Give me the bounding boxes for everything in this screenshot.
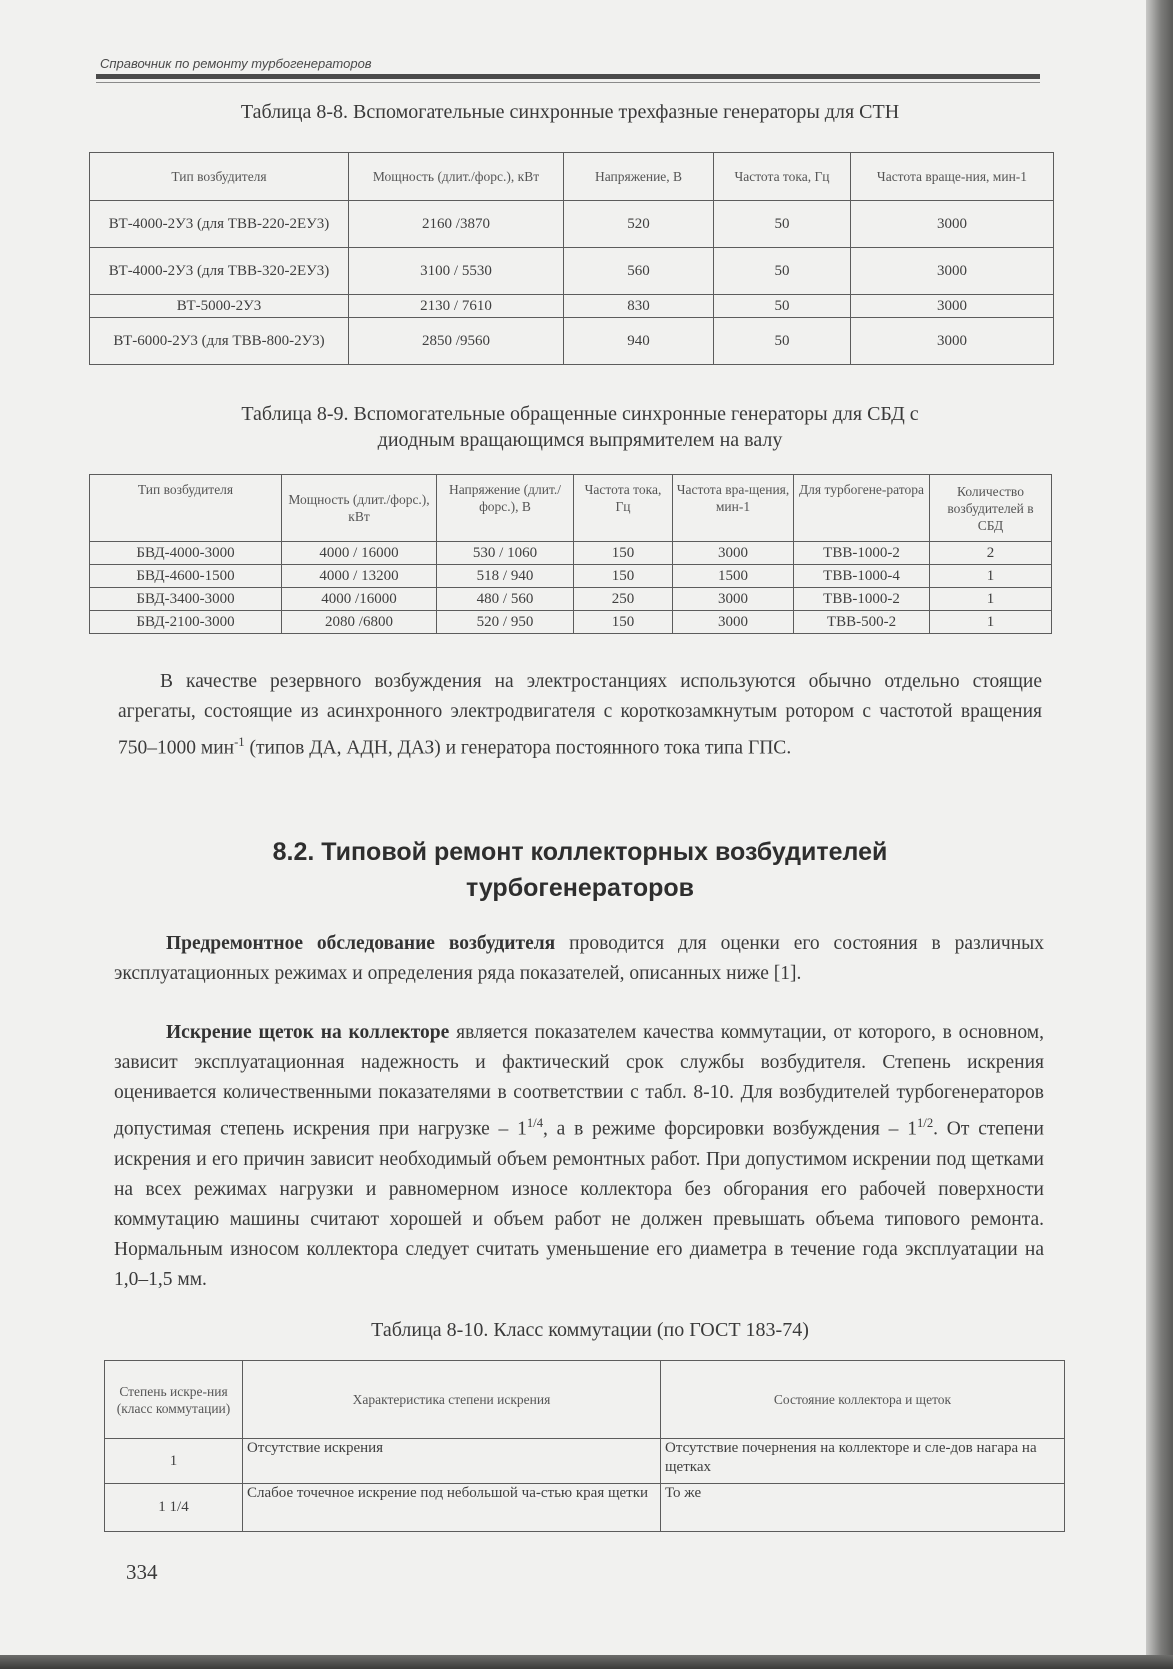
table-row bbox=[90, 611, 1052, 634]
table-cell: 530 / 1060 bbox=[437, 542, 574, 565]
table-cell: 50 bbox=[714, 248, 851, 295]
paragraph-text: . От степени искрения и его причин зависит необходимый объем ремонтных работ. При допустимом искрении под щетками на всех режимах нагрузки и равномерном износе коллектора без обгорания его рабочей поверхности коммутацию машины считают хорошей и объем работ не должен превышать объема типового ремонта. Нормальным износом коллектора следует считать уменьшение его диаметра в течение года эксплуатации на 1,0–1,5 мм. bbox=[114, 1118, 1044, 1290]
table-row bbox=[90, 588, 1052, 611]
table-8-10-caption: Таблица 8-10. Класс коммутации (по ГОСТ 183-74) bbox=[371, 1319, 809, 1341]
header-cell: Количество возбудителей в СБД bbox=[930, 475, 1052, 542]
table-cell: 1 bbox=[105, 1439, 243, 1484]
paragraph-text: , а в режиме форсировки возбуждения – 1 bbox=[543, 1118, 917, 1140]
table-cell: БВД-4600-1500 bbox=[90, 565, 282, 588]
table-cell: ТВВ-1000-2 bbox=[794, 542, 930, 565]
table-cell: 1500 bbox=[673, 565, 794, 588]
table-cell: 2130 / 7610 bbox=[349, 295, 564, 318]
header-cell: Частота тока, Гц bbox=[714, 153, 851, 201]
table-cell: Слабое точечное искрение под небольшой ча-стью края щетки bbox=[243, 1484, 661, 1532]
table-cell: 940 bbox=[564, 318, 714, 365]
table-cell: 520 bbox=[564, 201, 714, 248]
table-cell: ТВВ-500-2 bbox=[794, 611, 930, 634]
table-cell: 3000 bbox=[673, 542, 794, 565]
table-cell: 1 bbox=[930, 588, 1052, 611]
fraction: 1/4 bbox=[526, 1116, 544, 1130]
table-cell: 830 bbox=[564, 295, 714, 318]
section-title bbox=[150, 834, 1010, 906]
header-rule bbox=[96, 74, 1040, 79]
paragraph-text: проводится для оценки его состояния в различных эксплуатационных режимах и определения ряда показателей, описанных ниже [1]. bbox=[114, 933, 1044, 984]
page-number: 334 bbox=[126, 1560, 158, 1584]
table-cell: 50 bbox=[714, 295, 851, 318]
table-cell: 1 1/4 bbox=[105, 1484, 243, 1532]
table-cell: БВД-4000-3000 bbox=[90, 542, 282, 565]
table-cell: 3000 bbox=[673, 611, 794, 634]
table-cell: 518 / 940 bbox=[437, 565, 574, 588]
table-cell: 520 / 950 bbox=[437, 611, 574, 634]
table-cell: ВТ-5000-2У3 bbox=[90, 295, 349, 318]
table-row bbox=[90, 201, 1054, 248]
header-cell: Степень искре-ния (класс коммутации) bbox=[105, 1361, 243, 1439]
table-cell: 150 bbox=[574, 565, 673, 588]
table-cell: 1 bbox=[930, 611, 1052, 634]
table-cell: БВД-2100-3000 bbox=[90, 611, 282, 634]
header-cell: Напряжение (длит./форс.), В bbox=[437, 475, 574, 542]
table-cell: ВТ-6000-2У3 (для ТВВ-800-2У3) bbox=[90, 318, 349, 365]
scan-right-edge bbox=[1146, 0, 1173, 1669]
header-cell: Мощность (длит./форс.), кВт bbox=[282, 475, 437, 542]
table-cell: Отсутствие искрения bbox=[243, 1439, 661, 1484]
table-header-row bbox=[90, 475, 1052, 542]
table-cell: 2850 /9560 bbox=[349, 318, 564, 365]
table-cell: 560 bbox=[564, 248, 714, 295]
header-cell: Тип возбудителя bbox=[90, 153, 349, 201]
scan-bottom-edge bbox=[0, 1655, 1173, 1669]
table-8-10 bbox=[104, 1360, 1065, 1532]
paragraph-text: является показателем качества коммутации, от которого, в основном, зависит эксплуатационная надежность и фактический срок службы возбудителя. Степень искрения оценивается количественными показателями в соответствии с табл. 8-10. Для возбудителей турбогенераторов допустимая степень искрения при нагрузке – 1 bbox=[114, 1022, 1044, 1140]
paragraph-bold-term: Искрение щеток на коллекторе bbox=[166, 1022, 450, 1043]
table-cell: 3000 bbox=[851, 248, 1054, 295]
paragraph-text: (типов ДА, АДН, ДАЗ) и генератора постоянного тока типа ГПС. bbox=[244, 737, 792, 759]
table-cell: 480 / 560 bbox=[437, 588, 574, 611]
table-cell: 250 bbox=[574, 588, 673, 611]
table-cell: То же bbox=[661, 1484, 1065, 1532]
header-cell: Тип возбудителя bbox=[90, 475, 282, 542]
table-cell: БВД-3400-3000 bbox=[90, 588, 282, 611]
fraction: 1/2 bbox=[916, 1116, 934, 1130]
table-cell: 150 bbox=[574, 542, 673, 565]
table-cell: 2080 /6800 bbox=[282, 611, 437, 634]
table-cell: 150 bbox=[574, 611, 673, 634]
header-cell: Частота вра-щения, мин-1 bbox=[673, 475, 794, 542]
table-cell: 50 bbox=[714, 201, 851, 248]
table-cell: Отсутствие почернения на коллекторе и сле-дов нагара на щетках bbox=[661, 1439, 1065, 1484]
header-cell: Для турбогене-ратора bbox=[794, 475, 930, 542]
section-title-line2: турбогенераторов bbox=[465, 874, 694, 902]
header-cell: Частота враще-ния, мин-1 bbox=[851, 153, 1054, 201]
table-8-9-caption-line1: Таблица 8-9. Вспомогательные обращенные синхронные генераторы для СБД с bbox=[241, 403, 919, 425]
table-row bbox=[105, 1439, 1065, 1484]
table-cell: 3000 bbox=[851, 318, 1054, 365]
paragraph-brush-sparking bbox=[114, 1018, 1044, 1295]
table-cell: 3100 / 5530 bbox=[349, 248, 564, 295]
table-cell: 1 bbox=[930, 565, 1052, 588]
header-cell: Частота тока, Гц bbox=[574, 475, 673, 542]
table-cell: 4000 / 13200 bbox=[282, 565, 437, 588]
table-cell: 4000 /16000 bbox=[282, 588, 437, 611]
header-cell: Мощность (длит./форс.), кВт bbox=[349, 153, 564, 201]
header-cell: Характеристика степени искрения bbox=[243, 1361, 661, 1439]
table-cell: ТВВ-1000-2 bbox=[794, 588, 930, 611]
table-header-row bbox=[105, 1361, 1065, 1439]
running-header: Справочник по ремонту турбогенераторов bbox=[100, 56, 372, 71]
table-8-9-caption-line2: диодным вращающимся выпрямителем на валу bbox=[377, 429, 783, 451]
table-8-8-caption: Таблица 8-8. Вспомогательные синхронные трехфазные генераторы для СТН bbox=[240, 101, 900, 123]
header-rule-thin bbox=[96, 82, 1040, 83]
table-cell: 50 bbox=[714, 318, 851, 365]
paragraph-reserve-excitation bbox=[118, 667, 1042, 764]
table-row bbox=[90, 542, 1052, 565]
table-row bbox=[90, 248, 1054, 295]
header-cell: Состояние коллектора и щеток bbox=[661, 1361, 1065, 1439]
table-row bbox=[90, 565, 1052, 588]
table-row bbox=[90, 318, 1054, 365]
table-cell: ТВВ-1000-4 bbox=[794, 565, 930, 588]
section-title-line1: 8.2. Типовой ремонт коллекторных возбудителей bbox=[272, 838, 888, 866]
table-cell: ВТ-4000-2У3 (для ТВВ-320-2ЕУ3) bbox=[90, 248, 349, 295]
table-cell: 2 bbox=[930, 542, 1052, 565]
table-8-9 bbox=[89, 474, 1052, 634]
superscript: -1 bbox=[234, 735, 245, 749]
table-cell: 3000 bbox=[673, 588, 794, 611]
table-row bbox=[90, 295, 1054, 318]
header-cell: Напряжение, В bbox=[564, 153, 714, 201]
table-cell: 3000 bbox=[851, 295, 1054, 318]
table-cell: 3000 bbox=[851, 201, 1054, 248]
paragraph-bold-term: Предремонтное обследование возбудителя bbox=[166, 933, 556, 954]
paragraph-pre-repair bbox=[114, 929, 1044, 989]
table-cell: 2160 /3870 bbox=[349, 201, 564, 248]
table-header-row bbox=[90, 153, 1054, 201]
table-8-8 bbox=[89, 152, 1054, 365]
table-row bbox=[105, 1484, 1065, 1532]
table-cell: ВТ-4000-2У3 (для ТВВ-220-2ЕУ3) bbox=[90, 201, 349, 248]
table-cell: 4000 / 16000 bbox=[282, 542, 437, 565]
paragraph-text: В качестве резервного возбуждения на электростанциях используются обычно отдельно стоящие агрегаты, состоящие из асинхронного электродвигателя с короткозамкнутым ротором с частотой вращения 750–1000 мин bbox=[118, 671, 1042, 759]
